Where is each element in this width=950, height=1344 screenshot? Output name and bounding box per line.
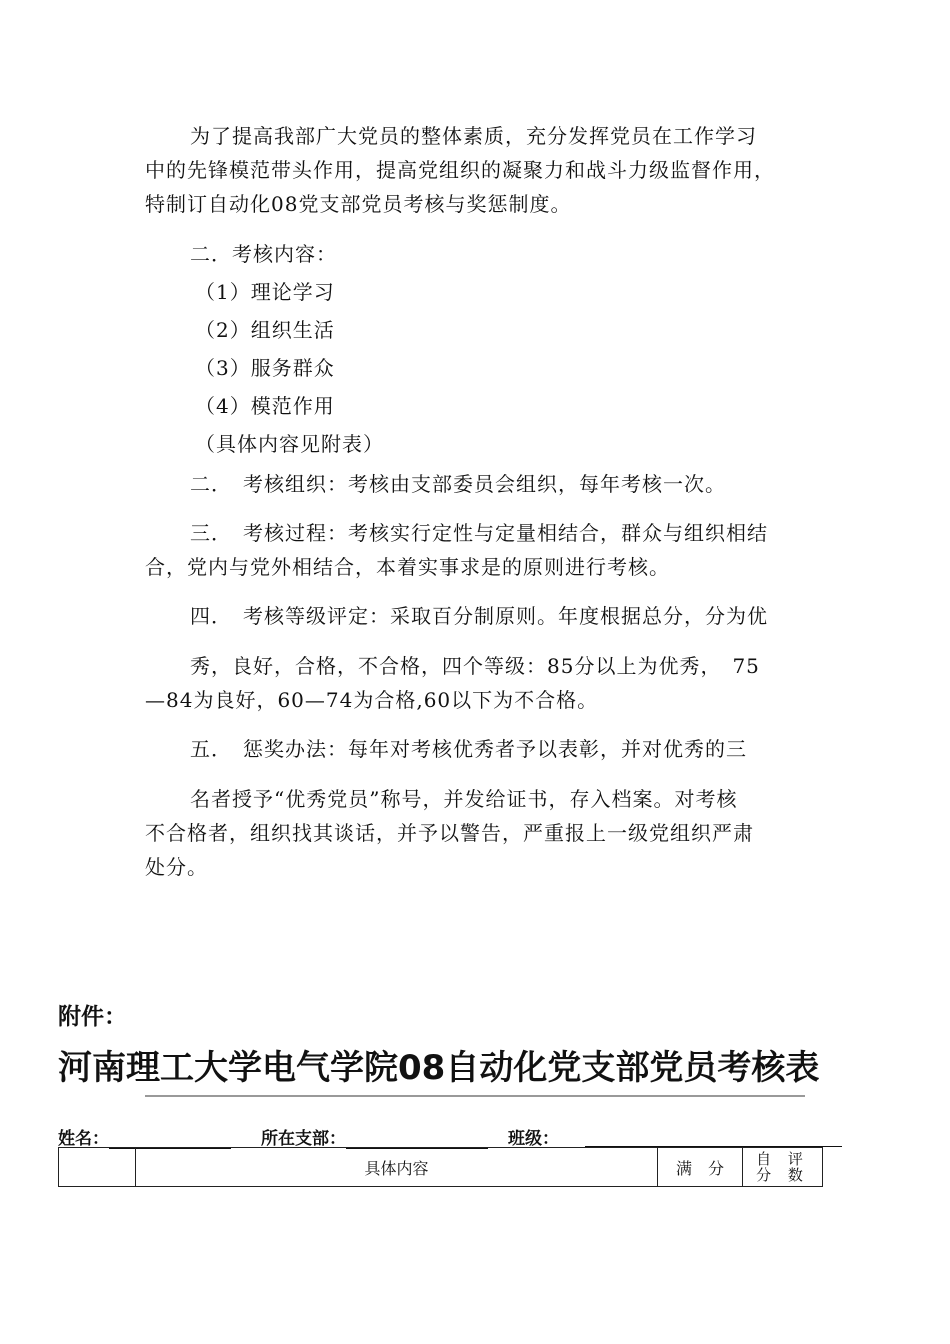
list-item: （3）服务群众 <box>195 356 335 380</box>
list-item: （2）组织生活 <box>195 318 335 342</box>
rewards-line-1: 五． 惩奖办法：每年对考核优秀者予以表彰，并对优秀的三 <box>190 737 747 761</box>
grading-line-2: 秀，良好，合格，不合格，四个等级：85分以上为优秀， 75 <box>190 654 760 678</box>
list-item: （4）模范作用 <box>195 394 335 418</box>
branch-label: 所在支部： <box>261 1129 346 1149</box>
rewards-line-3: 不合格者，组织找其谈话，并予以警告，严重报上一级党组织严肃 <box>145 821 754 845</box>
content-heading: 二．考核内容： <box>190 242 337 266</box>
self-score-top: 自 评 <box>756 1150 809 1168</box>
process-line-2: 合，党内与党外相结合，本着实事求是的原则进行考核。 <box>145 555 670 579</box>
intro-line-2: 中的先锋模范带头作用，提高党组织的凝聚力和战斗力级监督作用， <box>145 158 775 182</box>
grading-line-3: —84为良好，60—74为合格,60以下为不合格。 <box>145 688 599 712</box>
form-title: 河南理工大学电气学院08自动化党支部党员考核表 <box>58 1048 820 1088</box>
intro-line-3: 特制订自动化08党支部党员考核与奖惩制度。 <box>145 192 572 216</box>
name-label: 姓名： <box>58 1129 109 1149</box>
header-full-score: 满 分 <box>658 1148 743 1187</box>
attachment-label: 附件： <box>58 1004 127 1030</box>
grading-line-1: 四． 考核等级评定：采取百分制原则。年度根据总分，分为优 <box>190 604 768 628</box>
form-fields-row <box>58 1124 559 1149</box>
table-header-row <box>59 1148 823 1187</box>
intro-line-1: 为了提高我部广大党员的整体素质，充分发挥党员在工作学习 <box>190 124 757 148</box>
self-score-bottom: 分 数 <box>756 1166 809 1184</box>
class-label: 班级： <box>508 1129 559 1149</box>
rewards-line-4: 处分。 <box>145 855 208 879</box>
table-cell-blank <box>59 1148 136 1187</box>
assessment-table <box>58 1147 823 1187</box>
title-divider <box>145 1095 805 1097</box>
header-content: 具体内容 <box>136 1148 658 1187</box>
header-self-score <box>743 1148 823 1187</box>
process-line-1: 三． 考核过程：考核实行定性与定量相结合，群众与组织相结 <box>190 521 768 545</box>
list-item: （1）理论学习 <box>195 280 335 304</box>
organization-paragraph: 二． 考核组织：考核由支部委员会组织，每年考核一次。 <box>190 472 726 496</box>
content-note: （具体内容见附表） <box>195 432 384 456</box>
rewards-line-2: 名者授予“优秀党员”称号，并发给证书，存入档案。对考核 <box>190 787 738 811</box>
